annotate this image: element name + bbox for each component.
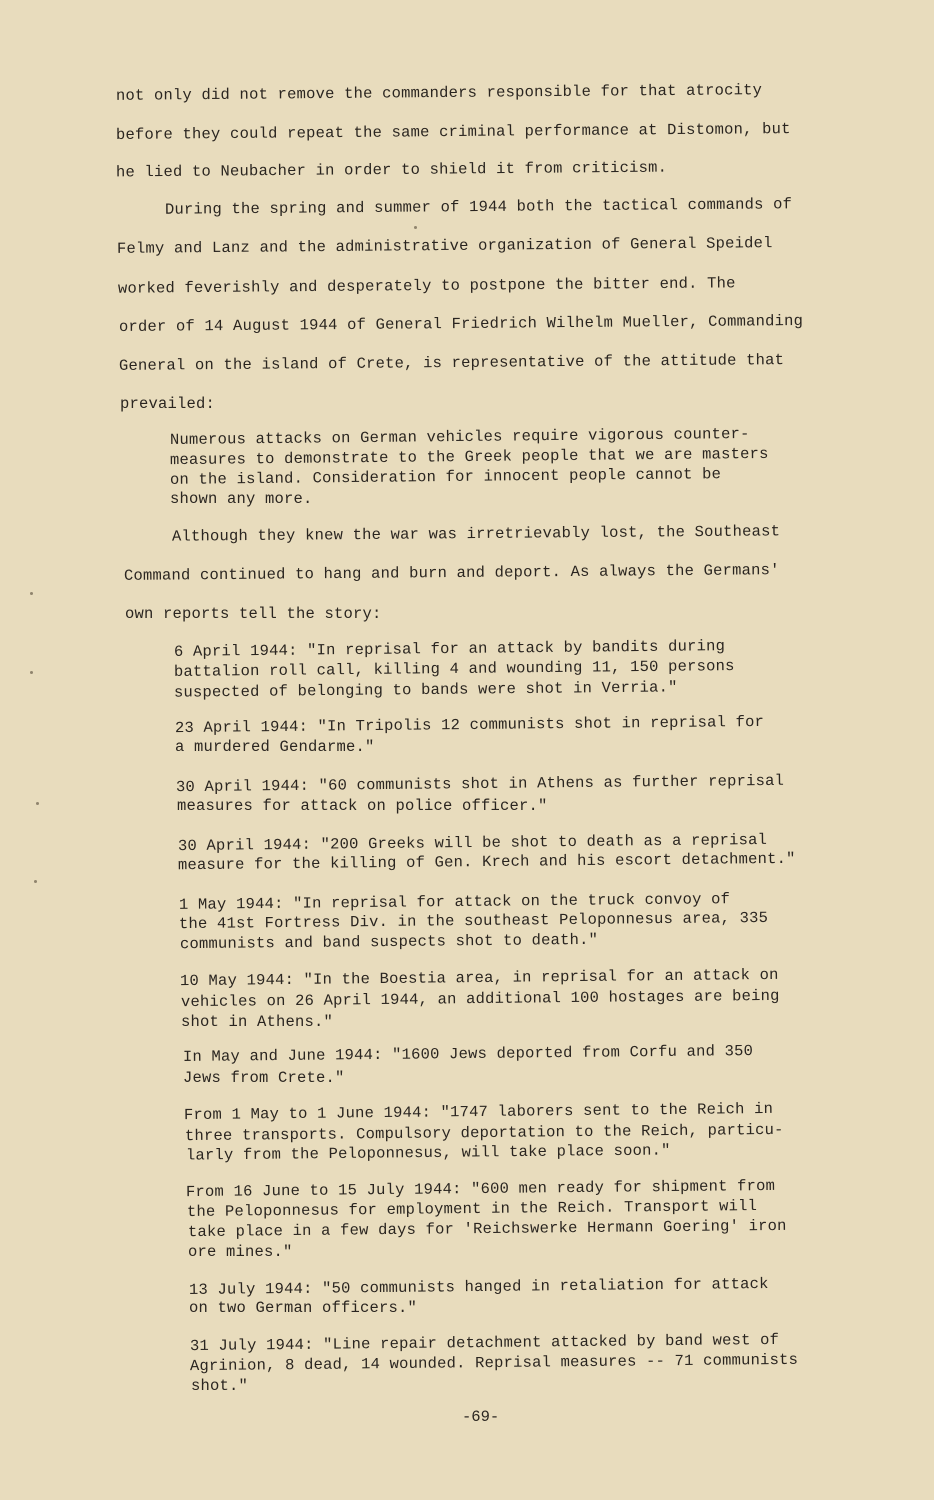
entry-line: the 41st Fortress Div. in the southeast Peloponnesus area, 335 bbox=[178, 908, 769, 934]
entry-line: 30 April 1944: "200 Greeks will be shot to death as a reprisal bbox=[177, 830, 768, 856]
entry-line: measure for the killing of Gen. Krech and his escort detachment." bbox=[177, 849, 796, 875]
text-line: Although they knew the war was irretrievably lost, the Southeast bbox=[171, 522, 781, 546]
entry-line: on two German officers." bbox=[189, 1299, 418, 1317]
entry-line: Agrinion, 8 dead, 14 wounded. Reprisal measures -- 71 communists bbox=[189, 1350, 799, 1376]
entry-line: 13 July 1944: "50 communists hanged in retaliation for attack bbox=[188, 1274, 769, 1300]
text-line: Felmy and Lanz and the administrative organization of General Speidel bbox=[116, 234, 773, 258]
entry-line: In May and June 1944: "1600 Jews deported from Corfu and 350 bbox=[182, 1042, 754, 1066]
text-line: own reports tell the story: bbox=[125, 605, 382, 623]
text-line: worked feverishly and desperately to postpone the bitter end. The bbox=[117, 274, 736, 298]
entry-line: 10 May 1944: "In the Boestia area, in reprisal for an attack on bbox=[179, 965, 779, 991]
paper-speck bbox=[414, 226, 417, 229]
entry-line: the Peloponnesus for employment in the Reich. Transport will bbox=[186, 1197, 758, 1221]
entry-line: Jews from Crete." bbox=[183, 1069, 345, 1087]
paper-speck bbox=[36, 802, 39, 805]
entry-line: 23 April 1944: "In Tripolis 12 communists shot in reprisal for bbox=[174, 712, 765, 738]
quote-line: shown any more. bbox=[170, 490, 313, 508]
entry-line: a murdered Gendarme." bbox=[175, 738, 375, 756]
text-line: order of 14 August 1944 of General Friedrich Wilhelm Mueller, Commanding bbox=[118, 312, 804, 336]
entry-line: ore mines." bbox=[188, 1243, 293, 1261]
text-line: Command continued to hang and burn and deport. As always the Germans' bbox=[123, 561, 780, 585]
text-line: During the spring and summer of 1944 both the tactical commands of bbox=[164, 195, 793, 219]
paper-speck bbox=[34, 880, 37, 883]
paper-speck bbox=[30, 592, 33, 595]
page-number: -69- bbox=[462, 1408, 500, 1426]
entry-line: From 16 June to 15 July 1944: "600 men ready for shipment from bbox=[185, 1176, 776, 1202]
quote-line: measures to demonstrate to the Greek people that we are masters bbox=[169, 444, 769, 470]
text-line: not only did not remove the commanders responsible for that atrocity bbox=[115, 81, 763, 105]
entry-line: larly from the Peloponnesus, will take place soon." bbox=[185, 1141, 671, 1165]
text-line: before they could repeat the same criminal performance at Distomon, but bbox=[115, 120, 791, 144]
quote-line: on the island. Consideration for innocent people cannot be bbox=[169, 465, 722, 489]
text-line: General on the island of Crete, is representative of the attitude that bbox=[118, 351, 785, 375]
entry-line: suspected of belonging to bands were shot in Verria." bbox=[173, 678, 678, 702]
entry-line: 1 May 1944: "In reprisal for attack on the truck convoy of bbox=[178, 890, 731, 914]
quote-line: Numerous attacks on German vehicles require vigorous counter- bbox=[169, 424, 750, 450]
text-line: prevailed: bbox=[120, 395, 216, 413]
entry-line: three transports. Compulsory deportation to the Reich, particu- bbox=[184, 1120, 784, 1146]
entry-line: battalion roll call, killing 4 and wounding 11, 150 persons bbox=[173, 657, 735, 681]
text-line: he lied to Neubacher in order to shield it from criticism. bbox=[115, 158, 668, 182]
entry-line: 6 April 1944: "In reprisal for an attack by bandits during bbox=[173, 637, 726, 661]
entry-line: From 1 May to 1 June 1944: "1747 laborers sent to the Reich in bbox=[183, 1099, 774, 1125]
entry-line: 30 April 1944: "60 communists shot in Athens as further reprisal bbox=[175, 771, 785, 797]
entry-line: shot." bbox=[191, 1377, 249, 1395]
entry-line: measures for attack on police officer." bbox=[177, 797, 548, 815]
entry-line: vehicles on 26 April 1944, an additional 100 hostages are being bbox=[180, 986, 780, 1012]
entry-line: shot in Athens." bbox=[181, 1013, 334, 1031]
paper-speck bbox=[30, 671, 33, 674]
entry-line: take place in a few days for 'Reichswerke Hermann Goering' iron bbox=[187, 1216, 787, 1242]
entry-line: communists and band suspects shot to death." bbox=[179, 930, 599, 954]
entry-line: 31 July 1944: "Line repair detachment attacked by band west of bbox=[189, 1330, 780, 1356]
